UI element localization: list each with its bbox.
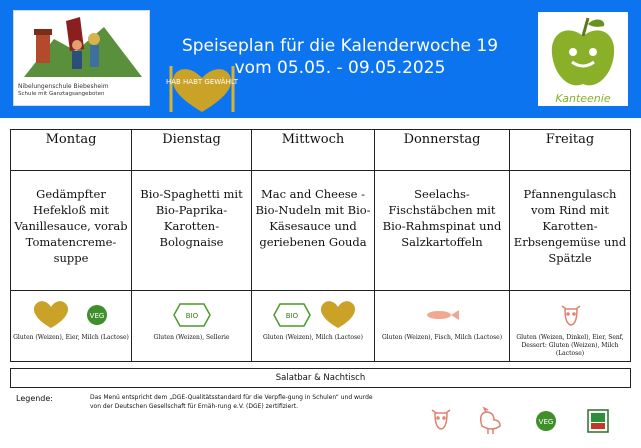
dish-text: Bio-Spaghetti mit Bio-Paprika-Karotten-Bolognaise: [140, 187, 243, 249]
hr-habt-gewaehlt-logo: [165, 62, 239, 116]
day-heading: Montag: [45, 132, 97, 147]
fish-icon: [427, 310, 459, 320]
day-column-thursday: [374, 130, 509, 361]
vegan-icon: [536, 411, 556, 431]
cow-icon: [432, 410, 450, 429]
day-column-friday: [509, 130, 630, 361]
chicken-icon: [481, 408, 500, 434]
diet-icons: [11, 298, 131, 332]
dish-text: Gedämpfter Hefekloß mit Vanillesauce, vorab Tomatencreme-suppe: [14, 187, 128, 265]
heart-logo-icon: [34, 301, 68, 328]
legend-label: Legende:: [16, 394, 54, 403]
slogan-text: HAB HABT GEWÄHLT: [165, 78, 239, 86]
heart-logo-icon: [321, 301, 355, 328]
day-heading: Dienstag: [162, 132, 221, 147]
diet-icons: [375, 298, 509, 332]
dge-icon: [588, 410, 608, 432]
legend-icons: [428, 404, 618, 438]
bio-seal-icon: [174, 304, 210, 326]
day-column-wednesday: [251, 130, 374, 361]
allergen-text: Gluten (Weizen), Milch (Lactose): [263, 334, 363, 341]
day-column-monday: [11, 130, 131, 361]
dish-text: Pfannengulasch vom Rind mit Karotten-Erbsengemüse und Spätzle: [513, 187, 627, 265]
kanteenie-logo: [538, 12, 628, 106]
bio-seal-icon: [274, 304, 310, 326]
allergen-text: Gluten (Weizen), Fisch, Milch (Lactose): [381, 334, 503, 341]
page-title: Speiseplan für die Kalenderwoche 19: [181, 36, 499, 56]
brand-name: Kanteenie: [555, 92, 611, 105]
day-heading: Mittwoch: [281, 132, 345, 147]
legend-text: Das Menü entspricht dem „DGE-Qualitätsstandard für die Verpfle-gung in Schulen“ und wurde von der Deutschen Gesellschaft für Ernäh-rung e.V. (DGE) zertifiziert.: [90, 394, 373, 410]
apple-icon: [538, 12, 628, 106]
day-column-tuesday: [131, 130, 251, 361]
allergen-text: Gluten (Weizen), Eier, Milch (Lactose): [13, 334, 129, 341]
school-subtitle: Schule mit Ganztagsangeboten: [18, 91, 105, 97]
diet-icons: [510, 298, 630, 332]
svg-text:BIO: BIO: [185, 312, 199, 320]
header-banner: [0, 0, 641, 118]
vegan-icon: [87, 305, 107, 325]
diet-icons: [132, 298, 251, 332]
allergen-text: Gluten (Weizen), Sellerie: [153, 334, 230, 341]
salad-bar-row: Salatbar & Nachtisch: [10, 368, 631, 388]
svg-text:VEG: VEG: [538, 418, 554, 426]
diet-icons: [252, 298, 374, 332]
day-heading: Freitag: [545, 132, 595, 147]
allergen-text: Gluten (Weizen, Dinkel), Eier, Senf, Dessert: Gluten (Weizen), Milch (Lactose): [516, 334, 624, 357]
dish-text: Seelachs-Fischstäbchen mit Bio-Rahmspinat und Salzkartoffeln: [382, 187, 502, 249]
page-subtitle: vom 05.05. - 09.05.2025: [234, 58, 446, 78]
castle-illustration-icon: [14, 11, 151, 81]
dish-text: Mac and Cheese - Bio-Nudeln mit Bio-Käsesauce und geriebenen Gouda: [255, 187, 371, 249]
weekly-menu-table: [10, 129, 631, 362]
svg-text:VEG: VEG: [89, 312, 105, 320]
school-name: Nibelungenschule Biebesheim: [18, 83, 109, 90]
school-logo: [13, 10, 150, 106]
cow-icon: [562, 306, 580, 325]
svg-text:BIO: BIO: [285, 312, 299, 320]
day-heading: Donnerstag: [403, 132, 481, 147]
